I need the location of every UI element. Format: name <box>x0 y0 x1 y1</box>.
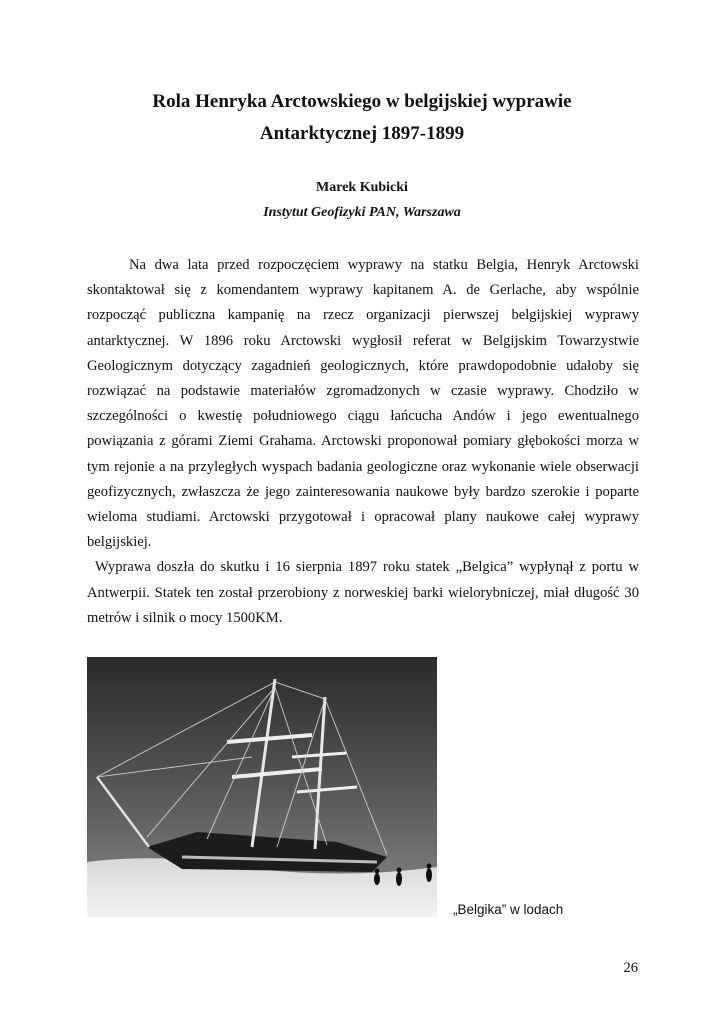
page-title <box>0 86 724 150</box>
ship-photo <box>87 657 437 917</box>
figure-caption: „Belgika” w lodach <box>453 902 564 917</box>
author-affiliation: Instytut Geofizyki PAN, Warszawa <box>263 205 461 220</box>
page-number: 26 <box>623 960 638 976</box>
paragraph-2: Wyprawa doszła do skutku i 16 sierpnia 1897 roku statek „Belgica” wypłynął z portu w Antwerpii. Statek ten został przerobiony z norweskiej barki wielorybniczej, miał długość 30 metrów i silnik o mocy 1500KM. <box>87 559 639 626</box>
title-line-2: Antarktycznej 1897-1899 <box>259 123 465 144</box>
title-line-1: Rola Henryka Arctowskiego w belgijskiej wyprawie <box>152 91 572 112</box>
author-name: Marek Kubicki <box>316 180 408 195</box>
article-body <box>87 253 639 631</box>
paragraph-1: Na dwa lata przed rozpoczęciem wyprawy na statku Belgia, Henryk Arctowski skontaktował się z komendantem wyprawy kapitanem A. de Gerlache, aby wspólnie rozpocząć publiczna kampanię na rzecz organizacji pierwszej belgijskiej wyprawy antarktycznej. W 1896 roku Arctowski wygłosił referat w Belgijskim Towarzystwie Geologicznym dotyczący zagadnień geologicznych, które prawdopodobnie udałoby się rozwiązać na podstawie materiałów zgromadzonych w czasie wyprawy. Chodziło w szczególności o kwestię południowego ciągu łańcucha Andów i jego ewentualnego powiązania z górami Ziemi Grahama. Arctowski proponował pomiary głębokości morza w tym rejonie a na przyległych wyspach badania geologiczne oraz wykonanie wiele obserwacji geofizycznych, zwłaszcza że jego zainteresowania naukowe były bardzo szerokie i poparte wieloma studiami. Arctowski przygotował i opracował plany naukowe całej wyprawy belgijskiej. <box>87 257 639 551</box>
